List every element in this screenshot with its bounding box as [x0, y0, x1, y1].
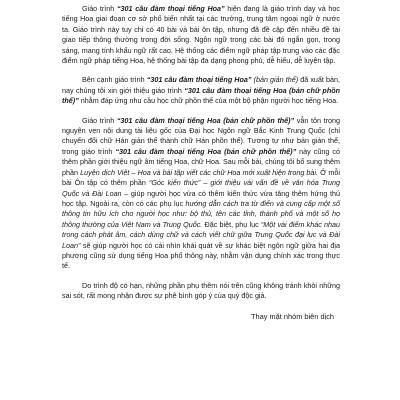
italic-text-run: (bản giản thể): [251, 75, 299, 85]
text-run: Ở mỗi bài Ôn tập có thêm phần: [62, 167, 340, 188]
text-run: – giúp người học vừa có thêm kiến thức vừa tăng thêm hứng thú học tập. Ngoài ra, còn có các phụ lục: [62, 188, 340, 208]
italic-text-run: Luyện dịch Việt – Hoa và bài tập viết các chữ Hoa mới xuất hiện trong bài.: [80, 167, 319, 177]
bold-italic-text-run: “301 câu đàm thoại tiếng Hoa (bản chữ phồn thể)”: [115, 146, 297, 156]
bold-italic-text-run: “301 câu đàm thoại tiếng Hoa (bản chữ phồn thể)”: [116, 115, 295, 125]
text-run: Bên cạnh giáo trình: [82, 75, 147, 85]
intro-paragraph: [62, 4, 340, 66]
text-run: nhằm đáp ứng nhu cầu học chữ phồn thể của một bộ phận người học tiếng Hoa.: [78, 96, 339, 106]
italic-text-run: hướng dẫn cách tra từ điển và cung cấp một số thông tin hữu ích cho người học như: bộ thủ, tên các tỉnh, thành phố và một số họ thông thường của Việt Nam và Trung Quốc.: [62, 198, 340, 229]
text-run: hiện đang là giáo trình dạy và học tiếng Hoa giai đoạn cơ sở phổ biến nhất tại các trường, trung tâm ngoại ngữ ở nước ta. Giáo trình này tuy chỉ có 40 bài và bài ôn tập, nhưng đã đề cập đến nhiều đề tài giao tiếp thông thường trong đời sống. Ngôn ngữ trong các bài đó ngắn gọn, trong sáng, mang tính khẩu ngữ rất cao. Hệ thống các điểm ngữ pháp tập trung vào các đặc điểm ngữ pháp tiếng Hoa, hệ thống bài tập đa dạng phong phú, dễ hiểu, dễ luyện tập.: [62, 4, 341, 66]
italic-text-run: “Một vài điểm khác nhau trong cách phát âm, cách dùng chữ và cách viết chữ giữa Trung Quốc đại lục và Đài Loan”: [62, 219, 340, 250]
text-run: đã xuất bản, nay chúng tôi xin giới thiệu giáo trình: [62, 75, 340, 95]
text-run: Do trình độ có hạn, những phần phụ thêm nói trên cũng không tránh khỏi những sai sót, rất mong nhận được sự phê bình góp ý của quý độc giả.: [62, 280, 340, 301]
bold-italic-text-run: “301 câu đàm thoại tiếng Hoa”: [116, 4, 225, 13]
text-run: Giáo trình: [82, 115, 117, 125]
bold-italic-text-run: “301 câu đàm thoại tiếng Hoa (bản chữ phồn thể)”: [62, 85, 340, 106]
text-run: Đặc biệt, phụ lục: [202, 219, 261, 229]
content-paragraph: [62, 116, 340, 272]
text-run: Giáo trình: [82, 4, 117, 13]
signature: Thay mặt nhóm biên dịch: [251, 311, 334, 321]
text-run: sẽ giúp người học có cái nhìn khái quát về sự khác biệt ngôn ngữ giữa hai địa phương cũng sử dụng tiếng Hoa phổ thông này, nhằm vận dụng chính xác trong thực tế.: [62, 240, 340, 271]
document-page: [62, 4, 340, 322]
closing-paragraph: [62, 281, 340, 302]
italic-text-run: “Góc kiến thức” – giới thiệu vài vấn đề về văn hóa Trung Quốc và Đài Loan: [62, 178, 340, 198]
text-run: này cũng có thêm phần giới thiệu ngữ âm tiếng Hoa, chữ Hoa. Sau mỗi bài, chúng tôi bổ sung thêm phần: [62, 146, 340, 177]
bold-italic-text-run: “301 câu đàm thoại tiếng Hoa”: [146, 75, 252, 85]
edition-paragraph: [62, 75, 340, 106]
text-run: vẫn tôn trọng nguyên vẹn nội dung tài liệu gốc của Đại học Ngôn ngữ Bắc Kinh Trung Quốc (chỉ chuyển đổi chữ Hán giản thể thành chữ Hán phồn thể). Tương tự như bản giản thể, trong giáo trình: [62, 115, 340, 156]
